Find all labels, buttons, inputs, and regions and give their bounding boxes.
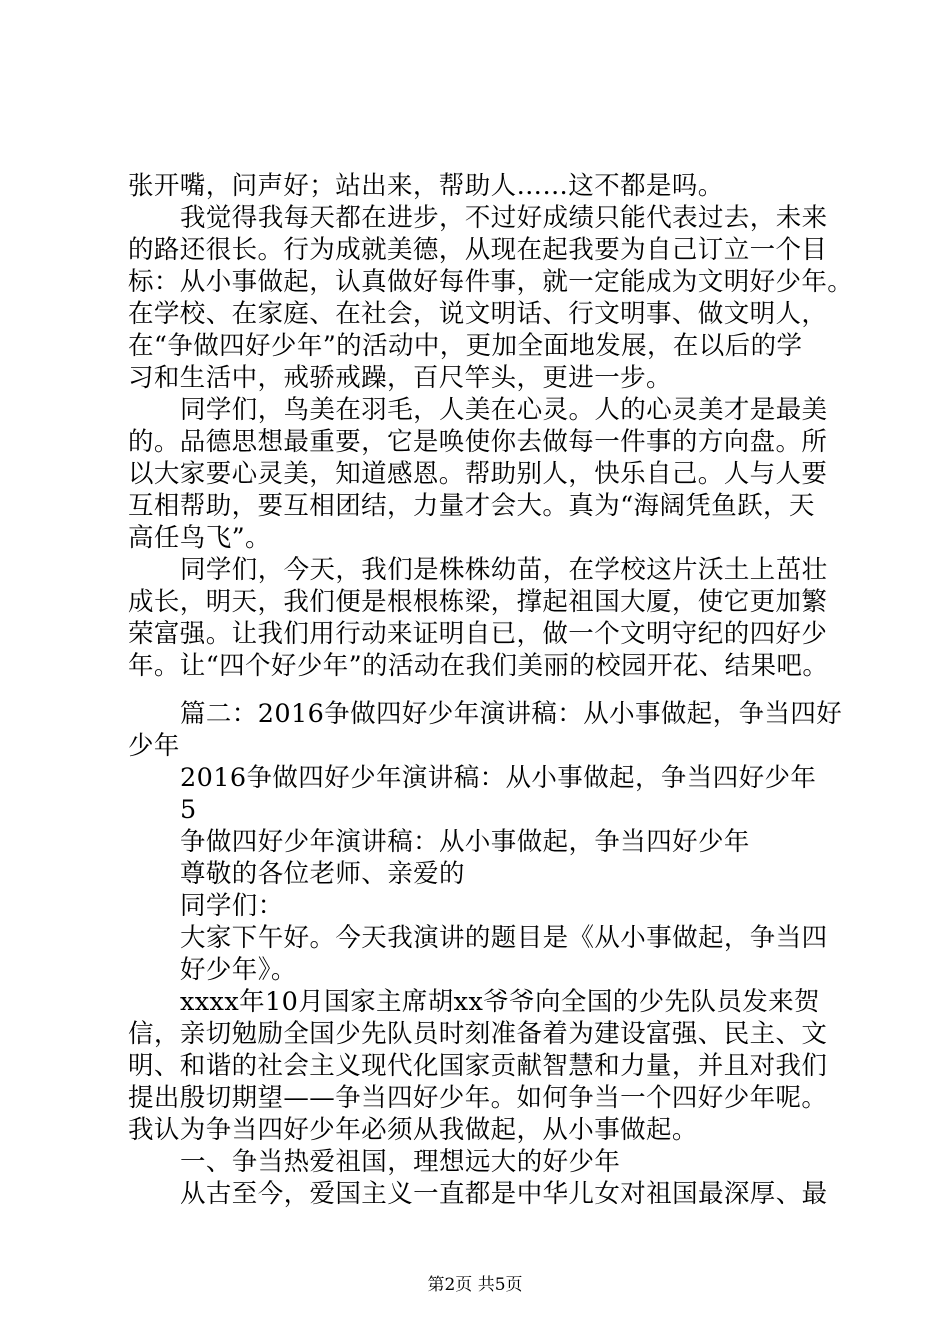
text-line: 尊敬的各位老师、亲爱的 [180,859,465,889]
section-heading: 篇二：2016争做四好少年演讲稿：从小事做起，争当四好 [180,699,843,729]
text-line: 张开嘴，问声好；站出来，帮助人……这不都是吗。 [128,171,724,201]
text-line: 习和生活中，戒骄戒躁，百尺竿头，更进一步。 [128,363,672,393]
section-heading: 少年 [128,731,180,761]
text-line: 同学们，今天，我们是株株幼苗，在学校这片沃土上茁壮 [180,555,828,585]
text-line: 明、和谐的社会主义现代化国家贡献智慧和力量，并且对我们 [128,1051,828,1081]
text-line: 互相帮助，要互相团结，力量才会大。真为“海阔凭鱼跃，天 [128,491,815,521]
text-line: 高任鸟飞”。 [128,523,271,553]
text-line: 的路还很长。行为成就美德，从现在起我要为自己订立一个目 [128,235,828,265]
text-line: 的。品德思想最重要，它是唤使你去做每一件事的方向盘。所 [128,427,828,457]
text-line: 年。让“四个好少年”的活动在我们美丽的校园开花、结果吧。 [128,651,829,681]
text-line: 在学校、在家庭、在社会，说文明话、行文明事、做文明人， [128,299,828,329]
text-line: 我觉得我每天都在进步，不过好成绩只能代表过去，未来 [180,203,828,233]
text-line: 2016争做四好少年演讲稿：从小事做起，争当四好少年 [180,763,817,793]
text-line: xxxx年10月国家主席胡xx爷爷向全国的少先队员发来贺 [180,987,820,1017]
text-line: 提出殷切期望——争当四好少年。如何争当一个四好少年呢。 [128,1083,828,1113]
text-line: 争做四好少年演讲稿：从小事做起，争当四好少年 [180,827,750,857]
text-line: 信，亲切勉励全国少先队员时刻准备着为建设富强、民主、文 [128,1019,828,1049]
text-line: 以大家要心灵美，知道感恩。帮助别人，快乐自己。人与人要 [128,459,828,489]
page-number-footer: 第2页 共5页 [427,1275,523,1295]
text-line: 一、争当热爱祖国，理想远大的好少年 [180,1147,621,1177]
text-line: 大家下午好。今天我演讲的题目是《从小事做起，争当四 [180,923,828,953]
text-line: 标：从小事做起，认真做好每件事，就一定能成为文明好少年。 [128,267,854,297]
text-line: 成长，明天，我们便是根根栋梁，撑起祖国大厦，使它更加繁 [128,587,828,617]
text-line: 好少年》。 [180,955,297,985]
text-line: 我认为争当四好少年必须从我做起，从小事做起。 [128,1115,698,1145]
text-line: 在“争做四好少年”的活动中，更加全面地发展，在以后的学 [128,331,803,361]
text-line: 同学们，鸟美在羽毛，人美在心灵。人的心灵美才是最美 [180,395,828,425]
text-line: 5 [180,795,197,825]
text-line: 从古至今，爱国主义一直都是中华儿女对祖国最深厚、最 [180,1179,828,1209]
text-line: 荣富强。让我们用行动来证明自已，做一个文明守纪的四好少 [128,619,828,649]
text-line: 同学们： [180,891,284,921]
